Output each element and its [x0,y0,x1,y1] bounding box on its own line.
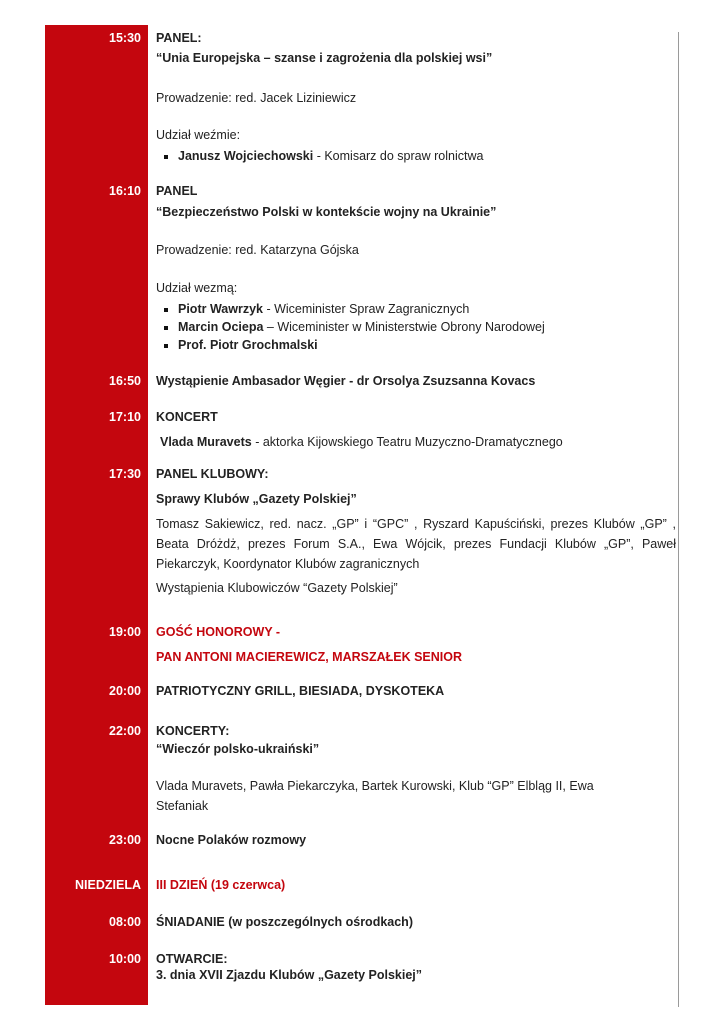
time-2200: 22:00 [109,724,141,738]
item-title: “Unia Europejska – szanse i zagrożenia dla polskiej wsi” [156,51,493,65]
item-label: OTWARCIE: [156,952,228,966]
time-column-bar [45,25,148,1005]
participant-item: Piotr Wawrzyk - Wiceminister Spraw Zagranicznych [164,302,469,317]
item-host: Prowadzenie: red. Katarzyna Gójska [156,243,359,257]
item-extra: Wystąpienia Klubowiczów “Gazety Polskiej” [156,581,398,595]
item-body: Tomasz Sakiewicz, red. nacz. „GP” i “GPC” , Ryszard Kapuściński, prezes Klubów „GP” , Beata Dróżdż, prezes Forum S.A., Ewa Wójcik, prezes Fundacji Klubów „GP”, Paweł Piekarczyk, Koordynator Klubów zagranicznych [156,517,676,571]
item-title: “Wieczór polsko-ukraiński” [156,742,320,756]
item-label: PANEL KLUBOWY: [156,467,269,481]
bullet-icon [164,308,168,312]
bullet-icon [164,326,168,330]
time-2300: 23:00 [109,833,141,847]
item-title: PATRIOTYCZNY GRILL, BIESIADA, DYSKOTEKA [156,684,445,698]
item-label: GOŚĆ HONOROWY - [156,625,281,639]
item-body: Vlada Muravets, Pawła Piekarczyka, Bartek Kurowski, Klub “GP” Elbląg II, Ewa Stefaniak [156,779,594,813]
time-1650: 16:50 [109,374,141,388]
item-label: PANEL: [156,31,202,45]
item-host: Prowadzenie: red. Jacek Liziniewicz [156,91,357,105]
time-1610: 16:10 [109,184,141,198]
item-label: KONCERT [156,410,218,424]
time-1530: 15:30 [109,31,141,45]
item-title: Nocne Polaków rozmowy [156,833,307,847]
item-title: “Bezpieczeństwo Polski w kontekście wojny na Ukrainie” [156,205,497,219]
time-1000: 10:00 [109,952,141,966]
time-1710: 17:10 [109,410,141,424]
item-label: KONCERTY: [156,724,230,738]
participants-label: Udział wezmą: [156,281,238,295]
item-title: Sprawy Klubów „Gazety Polskiej” [156,492,357,506]
item-title: 3. dnia XVII Zjazdu Klubów „Gazety Polskiej” [156,968,423,982]
right-border-line [678,32,679,1007]
bullet-icon [164,344,168,348]
time-1900: 19:00 [109,625,141,639]
bullet-icon [164,155,168,159]
time-2000: 20:00 [109,684,141,698]
time-1730: 17:30 [109,467,141,481]
participant-item: Marcin Ociepa – Wiceminister w Ministerstwie Obrony Narodowej [164,320,545,335]
item-title: ŚNIADANIE (w poszczególnych ośrodkach) [156,915,413,929]
item-title: Wystąpienie Ambasador Węgier - dr Orsolya Zsuzsanna Kovacs [156,374,536,388]
item-label: PANEL [156,184,198,198]
item-title: PAN ANTONI MACIEREWICZ, MARSZAŁEK SENIOR [156,650,463,664]
time-0800: 08:00 [109,915,141,929]
participants-label: Udział weźmie: [156,128,241,142]
participant-item: Prof. Piotr Grochmalski [164,338,318,353]
participant-item: Janusz Wojciechowski - Komisarz do spraw rolnictwa [164,149,483,164]
day-title: III DZIEŃ (19 czerwca) [156,878,286,892]
day-label: NIEDZIELA [75,878,141,892]
concert-performer: Vlada Muravets - aktorka Kijowskiego Teatru Muzyczno-Dramatycznego [160,435,563,449]
